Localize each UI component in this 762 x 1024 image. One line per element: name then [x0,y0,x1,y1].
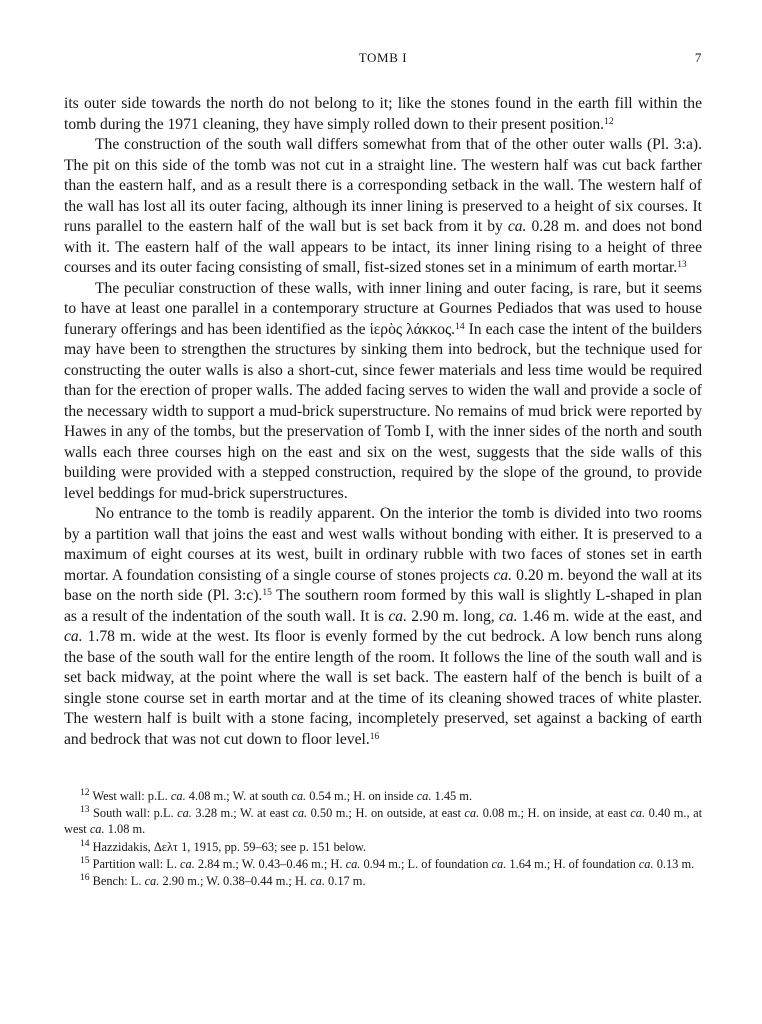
footnote-text: West wall: p.L. [89,789,171,803]
footnote-text: Bench: L. [89,874,145,889]
abbr-ca: ca. [180,856,195,871]
paragraph-text: The construction of the south wall differs somewhat from that of the other outer walls (Pl. 3:a). The pit on this side of the tomb was not cut in a straight line. The western half was cut back farther than the eastern half, and as a result there is a corresponding setback in the wall. The western half of the wall has lost all its outer facing, although its inner lining is preserved to a height of six courses. It runs parallel to the eastern half of the wall but is set back from it by [64,136,702,235]
footnote-text: South wall: p.L. [89,806,178,821]
abbr-ca: ca. [493,566,513,584]
running-head [64,50,702,72]
footnote-text: 1.45 m. [431,789,473,803]
book-page [64,50,702,890]
footnote-text: 1.08 m. [104,822,146,837]
footnote-number: 15 [80,855,90,866]
footnote-text: 1, 1915, pp. 59–63; see p. 151 below. [178,839,367,854]
footnote-text: 0.17 m. [324,874,366,889]
greek-term: ἱερὸς λάκκος [369,320,452,338]
footnote-text: 0.13 m. [653,856,695,871]
footnote-text: 3.28 m.; W. at east [191,806,293,821]
footnote-ref-12[interactable]: 12 [604,116,614,127]
abbr-ca: ca. [291,789,307,803]
footnote-text: 0.08 m.; H. on inside, at east [479,806,631,821]
footnote-number: 14 [80,838,90,849]
running-title: TOMB I [358,50,408,65]
footnote-text: 0.50 m.; H. on outside, at east [307,806,465,821]
abbr-ca: ca. [292,806,308,821]
paragraph-text: 1.46 m. wide at the east, and [517,607,702,625]
footnote-ref-15[interactable]: 15 [262,588,272,598]
paragraph-1 [64,94,702,135]
footnote-ref-14[interactable]: 14 [455,321,465,332]
abbr-ca: ca. [507,218,527,235]
paragraph-text: 2.90 m. long, [406,607,499,625]
footnote-15 [64,856,702,872]
paragraph-text: The southern room formed by this wall is slightly L-shaped in plan as a result of the indentation of the south wall. It is [64,587,702,625]
body-text [64,94,702,750]
abbr-ca: ca. [416,789,432,803]
paragraph-text: its outer side towards the north do not belong to it; like the stones found in the earth fill within the tomb during the 1971 cleaning, they have simply rolled down to their present position. [64,95,702,133]
footnote-number: 12 [80,788,90,798]
footnotes [64,788,702,889]
footnote-text: 1.64 m.; H. of foundation [506,856,639,871]
footnote-text: 4.08 m.; W. at south [185,789,292,803]
footnote-text: 2.90 m.; W. 0.38–0.44 m.; H. [159,874,311,889]
footnote-14 [64,839,702,855]
paragraph-3 [64,279,702,505]
abbr-ca: ca. [491,856,507,871]
abbr-ca: ca. [177,806,192,821]
footnote-number: 13 [80,805,90,816]
footnote-text: 2.84 m.; W. 0.43–0.46 m.; H. [194,856,346,871]
abbr-ca: ca. [310,874,325,889]
footnote-13 [64,805,702,837]
abbr-ca: ca. [170,789,186,803]
abbr-ca: ca. [64,628,83,645]
abbr-ca: ca. [144,874,160,889]
paragraph-text: . [451,320,456,338]
footnote-16 [64,873,702,889]
footnote-12 [64,788,702,804]
page-number: 7 [694,50,702,65]
footnote-text: 0.54 m.; H. on inside [306,789,417,803]
footnote-text: 0.94 m.; L. of foundation [360,856,492,871]
paragraph-text: In each case the intent of the builders may have been to strengthen the structures by sinking them into bedrock, but the technique used for constructing the outer walls is also a short-cut, since fewer materials and less time would be required than for the erection of proper walls. The added facing serves to widen the wall and provide a socle of the necessary width to support a mud-brick superstructure. No remains of mud brick were reported by Hawes in any of the tombs, but the preservation of Tomb I, with the inner sides of the north and south walls each three courses high on the east and six on the west, suggests that the side walls of this building were provided with a stepped construction, required by the slope of the ground, to provide level beddings for mud-brick superstructures. [64,320,702,502]
footnote-text: Hazzidakis, [89,839,154,854]
paragraph-2 [64,135,702,279]
footnote-number: 16 [80,873,90,884]
abbr-ca: ca. [464,806,480,821]
footnote-ref-16[interactable]: 16 [369,731,380,742]
abbr-ca: ca. [89,822,105,837]
footnote-text: 0.40 m., at west [64,806,703,837]
greek-abbreviation: Δελτ [153,839,179,854]
abbr-ca: ca. [345,856,361,871]
paragraph-text: The peculiar construction of these walls, with inner lining and outer facing, is rare, but it seems to have at least one parallel in a contemporary structure at Gournes Pediados that was used to house funerary offerings and has been identified as the [64,279,702,338]
abbr-ca: ca. [388,607,407,625]
paragraph-text: No entrance to the tomb is readily apparent. On the interior the tomb is divided into two rooms by a partition wall that joins the east and west walls without bonding with either. It is preserved to a maximum of eight courses at its west, built in ordinary rubble with two faces of stones set in earth mortar. A foundation consisting of a single course of stones projects [64,505,702,584]
paragraph-4 [64,504,702,750]
footnote-ref-13[interactable]: 13 [677,260,687,270]
abbr-ca: ca. [630,806,646,821]
abbr-ca: ca. [638,856,654,871]
abbr-ca: ca. [498,607,518,625]
paragraph-text: 1.78 m. wide at the west. Its floor is evenly formed by the cut bedrock. A low bench runs along the base of the south wall for the entire length of the room. It follows the line of the south wall and is set back midway, at the point where the wall is set back. The eastern half of the bench is built of a single stone course set in earth mortar and at the time of its cleaning showed traces of white plaster. The western half is built with a stone facing, incompletely preserved, set against a backing of earth and bedrock that was not cut down to floor level. [64,628,702,748]
paragraph-text: 0.20 m. beyond the wall at its base on the north side (Pl. 3:c). [64,566,702,604]
paragraph-text: 0.28 m. and does not bond with it. The eastern half of the wall appears to be intact, its inner lining rising to a height of three courses and its outer facing consisting of small, fist-sized stones set in a minimum of earth mortar. [64,218,702,276]
footnote-text: Partition wall: L. [89,856,181,871]
